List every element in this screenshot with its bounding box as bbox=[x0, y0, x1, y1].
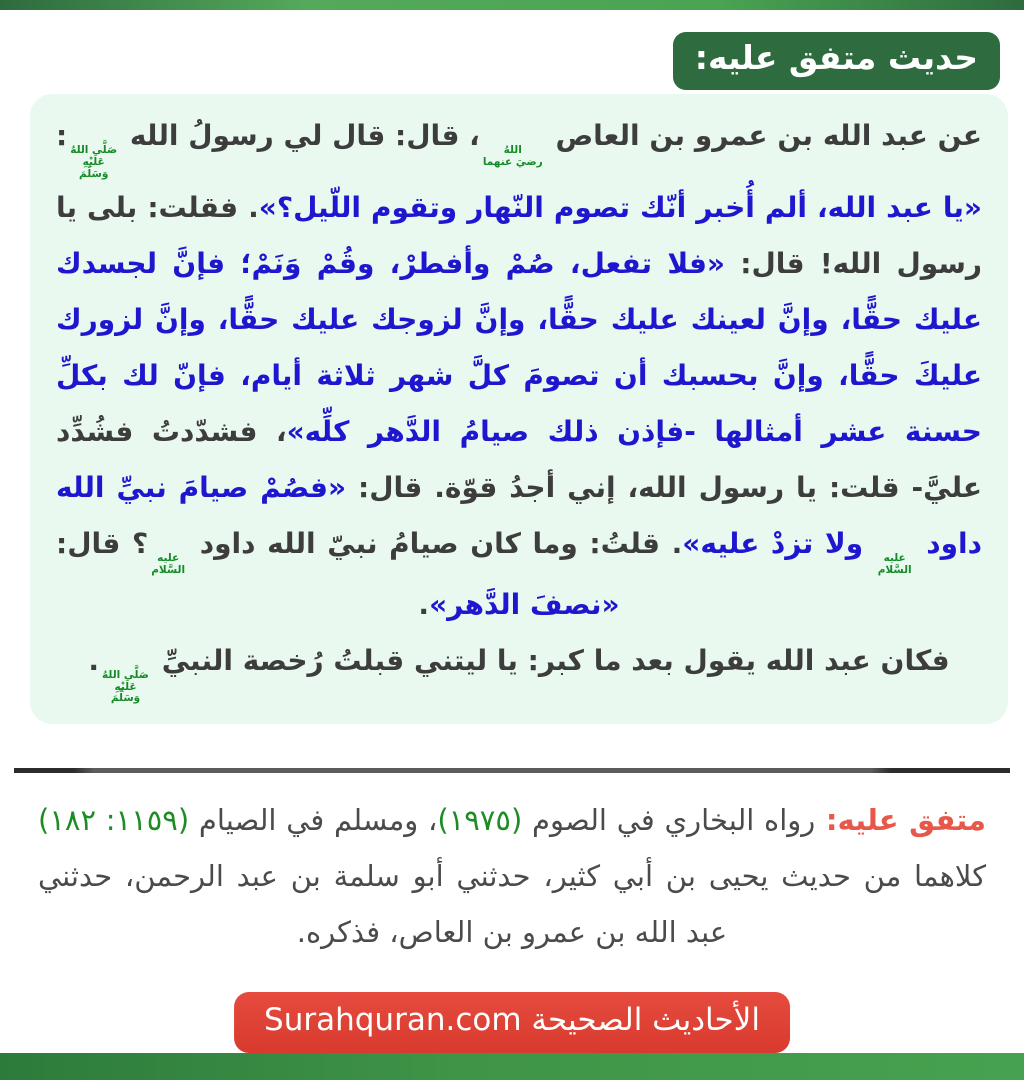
honorific-mark: صَلَّى اللهُ عَلَيْهِ وَسَلَّمَ bbox=[70, 144, 118, 180]
section-divider bbox=[14, 768, 1010, 773]
text-segment: . قلتُ: وما كان صيامُ نبيّ الله داود bbox=[188, 527, 683, 561]
text-segment: عن عبد الله بن عمرو بن العاص bbox=[545, 119, 982, 152]
top-decorative-bar bbox=[0, 0, 1024, 10]
text-segment: ، فشدّدتُ فشُدِّد عليَّ- قلت: يا رسول الله، إني أجدُ قوّة. قال: bbox=[56, 415, 982, 505]
text-segment: . فقلت: بلى يا رسول الله! قال: bbox=[56, 191, 982, 281]
text-segment: «فلا تفعل، صُمْ وأفطرْ، وقُمْ وَنَمْ؛ فإنَّ لجسدك عليك حقًّا، وإنَّ لعينك عليك حقًّا، وإنَّ لزوجك عليك حقًّا، وإنَّ لزورك عليكَ حقًّا، وإنَّ بحسبك أن تصومَ كلَّ شهر ثلاثة أيام، فإنّ لك بكلِّ حسنة عشر أمثالها -فإذن ذلك صيامُ الدَّهر كلِّه» bbox=[56, 247, 982, 449]
text-segment: «نصفَ الدَّهر» bbox=[429, 587, 620, 621]
honorific-mark: اللهُ رضيَ عنهما bbox=[482, 144, 543, 168]
text-segment: ، ومسلم في الصيام bbox=[189, 803, 438, 837]
text-segment: (١١٥٩: ١٨٢) bbox=[38, 803, 190, 837]
text-segment: : bbox=[56, 119, 68, 152]
honorific-mark: عليه السَّلام bbox=[151, 552, 186, 576]
text-segment: ؟ قال: bbox=[56, 527, 149, 561]
text-segment: رواه البخاري في الصوم bbox=[522, 803, 816, 837]
honorific-mark: صَلَّى اللهُ عَلَيْهِ وَسَلَّمَ bbox=[102, 668, 149, 705]
website-banner[interactable]: الأحاديث الصحيحة Surahquran.com bbox=[234, 992, 790, 1053]
text-segment: فكان عبد الله يقول بعد ما كبر: يا ليتني قبلتُ رُخصة النبيِّ bbox=[151, 643, 950, 677]
text-segment: «فصُمْ صيامَ نبيِّ الله داود bbox=[56, 471, 982, 561]
hadith-text-box bbox=[30, 94, 1008, 724]
text-segment: . bbox=[88, 643, 100, 677]
text-segment: (١٩٧٥) bbox=[437, 803, 523, 837]
text-segment: ، قال: قال لي رسولُ الله bbox=[120, 119, 480, 152]
text-segment: . bbox=[418, 587, 430, 621]
header bbox=[673, 32, 1000, 90]
text-segment: متفق عليه: bbox=[815, 803, 986, 837]
text-segment: كلاهما من حديث يحيى بن أبي كثير، حدثني أبو سلمة بن عبد الرحمن، حدثني عبد الله بن عمرو بن العاص، فذكره. bbox=[38, 859, 986, 949]
text-segment: «يا عبد الله، ألم أُخبر أنّك تصوم النّهار وتقوم اللّيل؟» bbox=[258, 191, 983, 225]
text-segment: ولا تزدْ عليه» bbox=[682, 527, 875, 561]
hadith-type-badge: حديث متفق عليه: bbox=[673, 32, 1000, 90]
bottom-decorative-bar bbox=[0, 1053, 1024, 1080]
takhrij-attribution bbox=[38, 792, 986, 960]
honorific-mark: عليه السَّلام bbox=[877, 552, 912, 576]
